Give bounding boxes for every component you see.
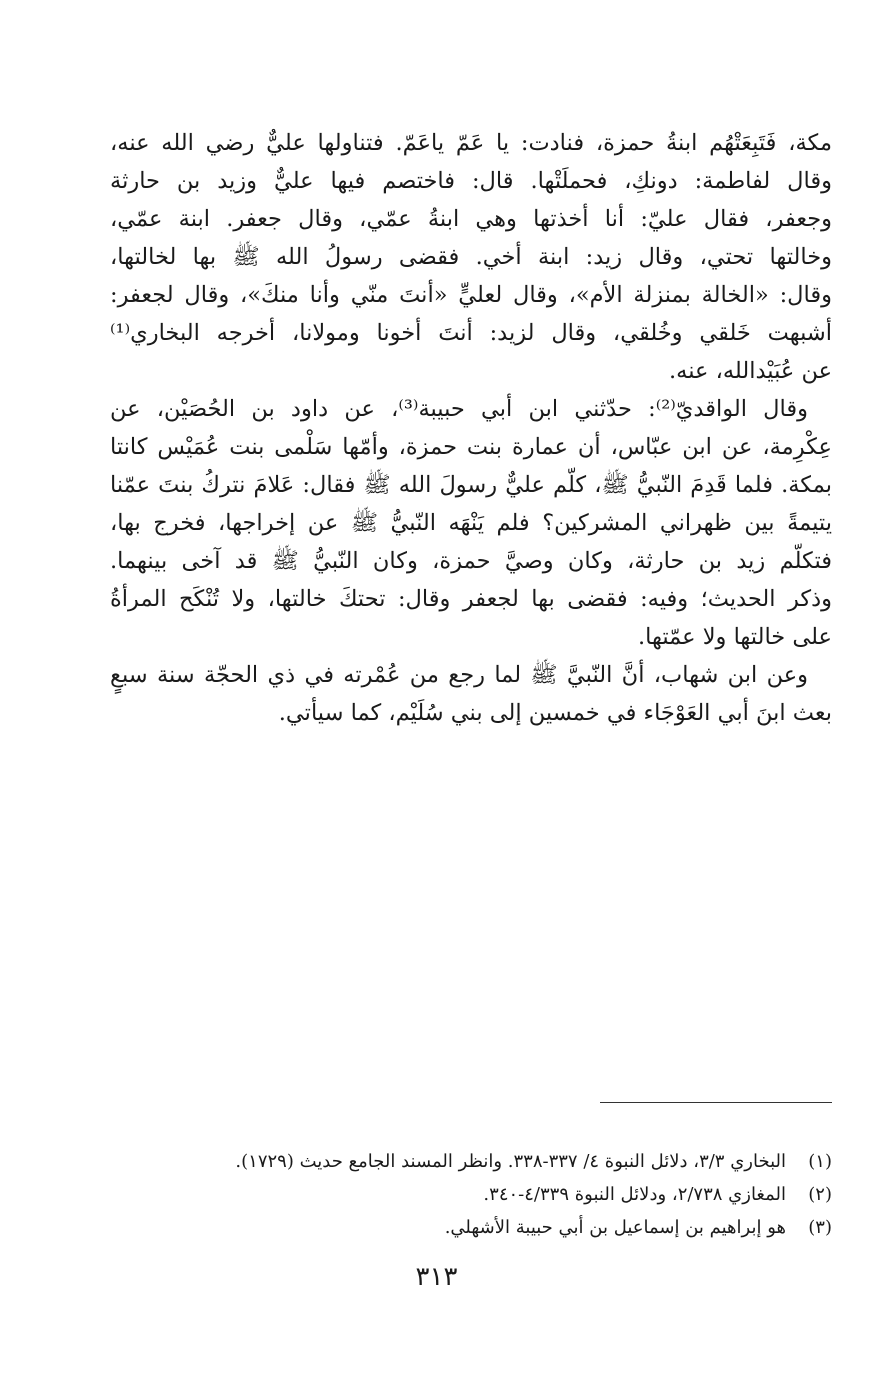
footnotes: [110, 1145, 832, 1244]
text-line: فتكلّم زيد بن حارثة، وكان وصيَّ حمزة، وكان النّبيُّ ﷺ قد آخى بينهما.: [110, 548, 832, 574]
text-line: وجعفر، فقال عليّ: أنا أخذتها وهي ابنةُ عمّي، وقال جعفر. ابنة عمّي،: [110, 206, 832, 232]
text-line: على خالتها ولا عمّتها.: [637, 624, 832, 650]
footnote-number: (٢): [808, 1184, 832, 1205]
footnote-text: البخاري ٣/٣، دلائل النبوة ٤/ ٣٣٧-٣٣٨. وانظر المسند الجامع حديث (١٧٢٩).: [235, 1151, 786, 1172]
text-line: يتيمةً بين ظهراني المشركين؟ فلم يَنْهَه النّبيُّ ﷺ عن إخراجها، فخرج بها،: [110, 510, 832, 536]
text-line: أشبهت خَلقي وخُلقي، وقال لزيد: أنتَ أخونا ومولانا، أخرجه البخاري⁽¹⁾: [110, 320, 832, 346]
text-line: بعث ابنَ أبي العَوْجَاء في خمسين إلى بني سُلَيْم، كما سيأتي.: [278, 700, 832, 726]
text-line: بمكة. فلما قَدِمَ النّبيُّ ﷺ، كلّم عليٌّ رسولَ الله ﷺ فقال: عَلامَ نتركُ بنتَ عمّنا: [110, 472, 832, 498]
footnote-text: المغازي ٢/٧٣٨، ودلائل النبوة ٤/٣٣٩-٣٤٠.: [483, 1184, 786, 1205]
text-line: وعن ابن شهاب، أنَّ النّبيَّ ﷺ لما رجع من عُمْرته في ذي الحجّة سنة سبعٍ: [110, 662, 808, 688]
footnote-3: [110, 1211, 832, 1244]
text-line: وقال الواقديّ⁽²⁾: حدّثني ابن أبي حبيبة⁽³⁾، عن داود بن الحُصَيْن، عن: [110, 396, 808, 422]
text-line: عِكْرِمة، عن ابن عبّاس، أن عمارة بنت حمزة، وأمّها سَلْمى بنت عُمَيْس كانتا: [110, 434, 832, 460]
footnote-divider: [600, 1102, 832, 1103]
text-line: مكة، فَتَبِعَتْهُم ابنةُ حمزة، فنادت: يا عَمّ ياعَمّ. فتناولها عليٌّ رضي الله عنه،: [110, 130, 832, 156]
body-text: [110, 124, 832, 732]
text-line: وقال: «الخالة بمنزلة الأم»، وقال لعليٍّ «أنتَ منّي وأنا منكَ»، وقال لجعفر:: [110, 282, 832, 308]
footnote-2: [110, 1178, 832, 1211]
text-line: عن عُبَيْدالله، عنه.: [669, 358, 832, 384]
footnote-text: هو إبراهيم بن إسماعيل بن أبي حبيبة الأشهلي.: [444, 1217, 786, 1238]
footnote-1: [110, 1145, 832, 1178]
footnote-number: (٣): [808, 1217, 832, 1238]
text-line: وذكر الحديث؛ وفيه: فقضى بها لجعفر وقال: تحتكَ خالتها، ولا تُنْكَح المرأةُ: [110, 586, 832, 612]
text-line: وقال لفاطمة: دونكِ، فحملَتْها. قال: فاختصم فيها عليٌّ وزيد بن حارثة: [110, 168, 832, 194]
page-number: ٣١٣: [415, 1262, 458, 1292]
text-line: وخالتها تحتي، وقال زيد: ابنة أخي. فقضى رسولُ الله ﷺ بها لخالتها،: [110, 244, 832, 270]
footnote-number: (١): [808, 1151, 832, 1172]
